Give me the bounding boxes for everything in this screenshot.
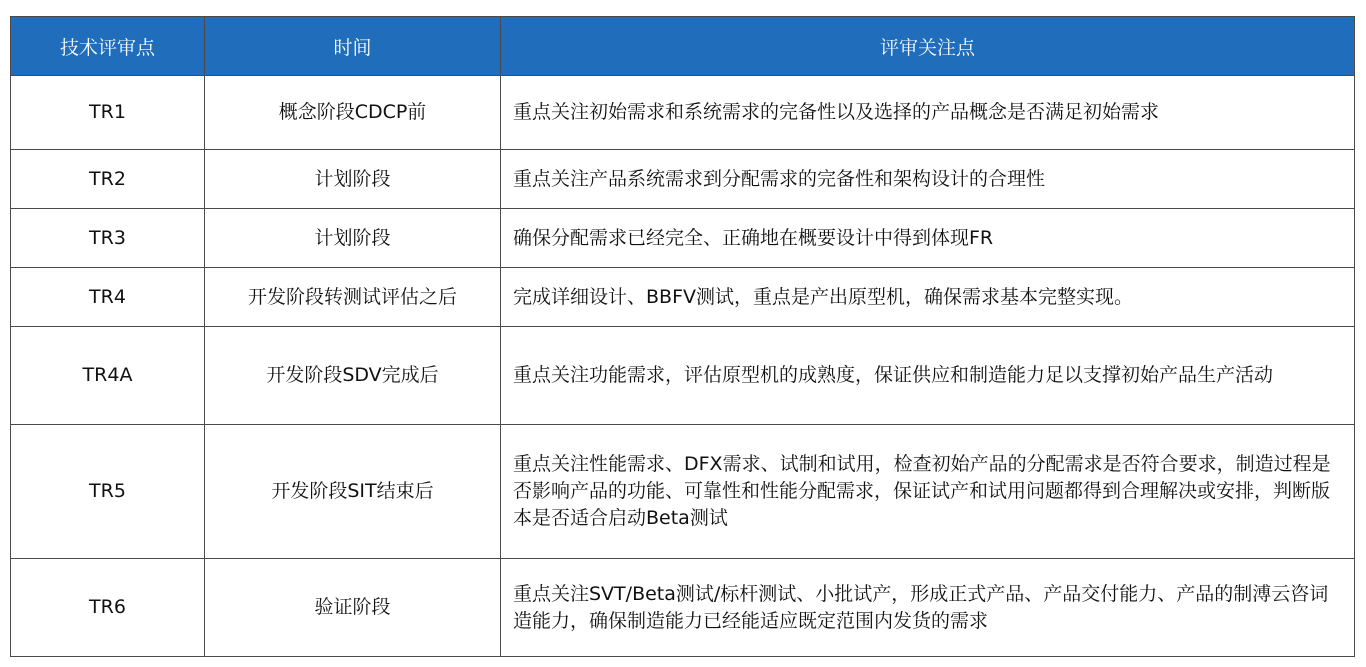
table-row bbox=[11, 327, 1355, 425]
cell-review-point: TR4 bbox=[11, 268, 205, 327]
cell-time: 开发阶段SIT结束后 bbox=[205, 425, 501, 559]
cell-review-point: TR3 bbox=[11, 209, 205, 268]
header-focus: 评审关注点 bbox=[501, 17, 1355, 76]
cell-review-point: TR2 bbox=[11, 150, 205, 209]
cell-review-point: TR5 bbox=[11, 425, 205, 559]
cell-focus: 确保分配需求已经完全、正确地在概要设计中得到体现FR bbox=[501, 209, 1355, 268]
cell-focus: 完成详细设计、BBFV测试，重点是产出原型机，确保需求基本完整实现。 bbox=[501, 268, 1355, 327]
cell-review-point: TR1 bbox=[11, 76, 205, 150]
table-header-row bbox=[11, 17, 1355, 76]
cell-time: 计划阶段 bbox=[205, 209, 501, 268]
cell-focus: 重点关注性能需求、DFX需求、试制和试用，检查初始产品的分配需求是否符合要求，制造过程是否影响产品的功能、可靠性和性能分配需求，保证试产和试用问题都得到合理解决或安排，判断版本是否适合启动Beta测试 bbox=[501, 425, 1355, 559]
cell-review-point: TR4A bbox=[11, 327, 205, 425]
review-table-container bbox=[10, 16, 1354, 657]
table-row bbox=[11, 209, 1355, 268]
table-row bbox=[11, 76, 1355, 150]
cell-time: 概念阶段CDCP前 bbox=[205, 76, 501, 150]
table-row bbox=[11, 268, 1355, 327]
cell-time: 计划阶段 bbox=[205, 150, 501, 209]
cell-focus: 重点关注SVT/Beta测试/标杆测试、小批试产，形成正式产品、产品交付能力、产品的制溥云咨词造能力，确保制造能力已经能适应既定范围内发货的需求 bbox=[501, 559, 1355, 657]
table-row bbox=[11, 150, 1355, 209]
cell-review-point: TR6 bbox=[11, 559, 205, 657]
header-review-point: 技术评审点 bbox=[11, 17, 205, 76]
cell-time: 开发阶段转测试评估之后 bbox=[205, 268, 501, 327]
cell-focus: 重点关注初始需求和系统需求的完备性以及选择的产品概念是否满足初始需求 bbox=[501, 76, 1355, 150]
technical-review-table bbox=[10, 16, 1355, 657]
cell-focus: 重点关注产品系统需求到分配需求的完备性和架构设计的合理性 bbox=[501, 150, 1355, 209]
table-row bbox=[11, 425, 1355, 559]
cell-time: 验证阶段 bbox=[205, 559, 501, 657]
cell-time: 开发阶段SDV完成后 bbox=[205, 327, 501, 425]
header-time: 时间 bbox=[205, 17, 501, 76]
cell-focus: 重点关注功能需求，评估原型机的成熟度，保证供应和制造能力足以支撑初始产品生产活动 bbox=[501, 327, 1355, 425]
table-row bbox=[11, 559, 1355, 657]
